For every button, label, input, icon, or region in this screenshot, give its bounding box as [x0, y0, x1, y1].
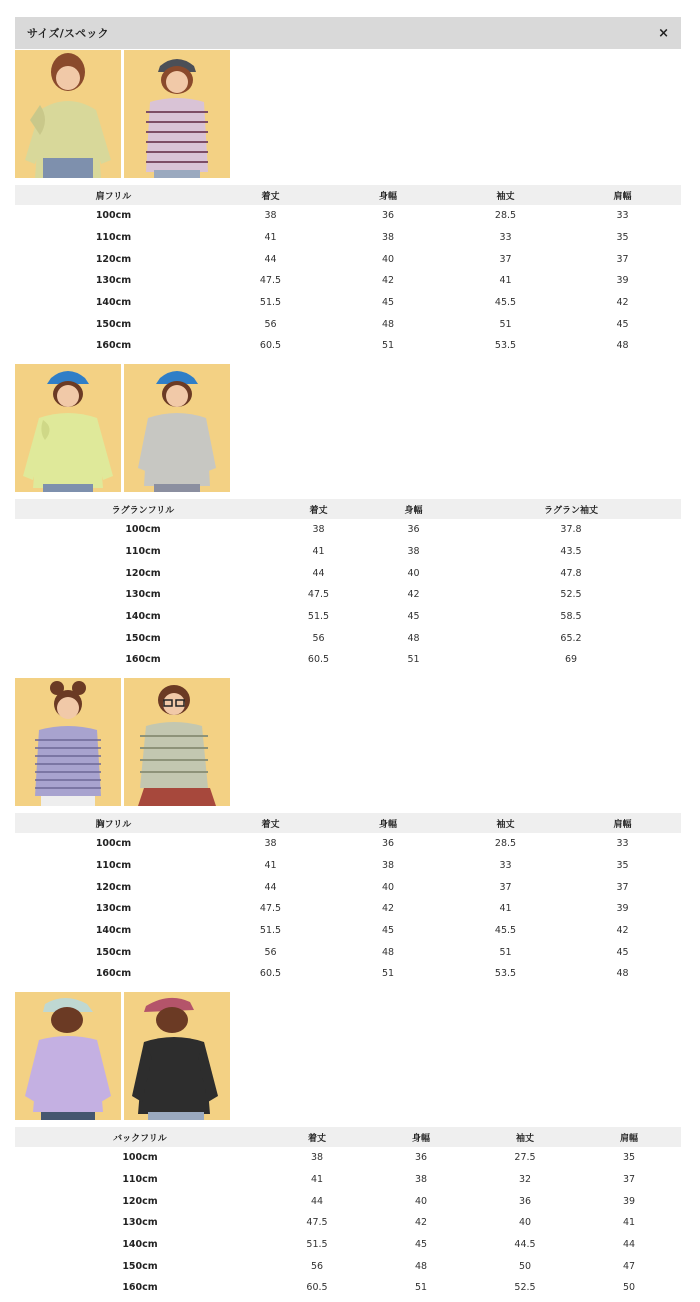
column-header: 身幅: [369, 1127, 473, 1147]
table-header-row: [15, 499, 681, 519]
table-cell: 38: [312, 524, 325, 536]
table-cell: 45: [381, 925, 395, 937]
table-row: [15, 248, 681, 270]
table-cell: 38: [264, 838, 277, 850]
table-header-row: [15, 1127, 681, 1147]
size-cell: 100cm: [122, 1152, 158, 1164]
table-cell: 38: [264, 210, 277, 222]
product-photo[interactable]: [15, 992, 121, 1120]
table-cell: 37: [499, 253, 512, 265]
table-cell: 33: [616, 838, 629, 850]
table-row: [15, 541, 681, 563]
table-row: [15, 1234, 681, 1256]
table-cell: 33: [616, 210, 629, 222]
table-row: [15, 606, 681, 628]
table-row: [15, 876, 681, 898]
table-cell: 51.5: [259, 297, 282, 309]
size-cell: 150cm: [95, 318, 132, 330]
product-photo[interactable]: [124, 992, 230, 1120]
table-cell: 48: [407, 632, 420, 644]
spec-section-shoulder-ruffle: [15, 50, 681, 357]
table-row: [15, 1190, 681, 1212]
table-cell: 38: [414, 1174, 428, 1186]
table-cell: 60.5: [306, 1282, 328, 1294]
table-cell: 45: [616, 946, 629, 958]
column-header: 肩幅: [564, 185, 681, 205]
table-cell: 37: [622, 1174, 636, 1186]
size-cell: 160cm: [95, 340, 132, 352]
table-cell: 42: [407, 589, 420, 601]
table-cell: 36: [381, 210, 395, 222]
table-cell: 48: [414, 1260, 428, 1272]
table-row: [15, 313, 681, 335]
table-row: [15, 963, 681, 985]
table-row: [15, 335, 681, 357]
table-cell: 65.2: [560, 632, 582, 644]
table-row: [15, 519, 681, 541]
table-cell: 38: [310, 1152, 324, 1164]
column-header: 肩フリル: [15, 185, 212, 205]
size-table: [15, 813, 681, 985]
table-cell: 56: [264, 318, 277, 330]
table-cell: 36: [407, 524, 420, 536]
table-cell: 35: [616, 232, 629, 244]
table-cell: 45.5: [494, 297, 517, 309]
table-cell: 56: [310, 1260, 324, 1272]
column-header: 身幅: [329, 185, 447, 205]
table-cell: 42: [381, 903, 395, 915]
size-cell: 100cm: [95, 210, 132, 222]
table-cell: 50: [518, 1260, 532, 1272]
product-photos: [15, 364, 681, 492]
size-cell: 150cm: [122, 1260, 158, 1272]
column-header: 着丈: [265, 1127, 369, 1147]
table-cell: 50: [622, 1282, 636, 1294]
table-cell: 53.5: [494, 968, 517, 980]
table-cell: 45: [407, 611, 420, 623]
table-cell: 39: [616, 903, 629, 915]
table-cell: 52.5: [560, 589, 582, 601]
product-photo[interactable]: [124, 50, 230, 178]
table-cell: 41: [312, 546, 325, 558]
size-cell: 130cm: [125, 589, 161, 601]
table-cell: 47.5: [259, 903, 282, 915]
modal-header: [15, 17, 681, 49]
table-cell: 51: [381, 340, 395, 352]
table-row: [15, 292, 681, 314]
table-row: [15, 1277, 681, 1299]
table-cell: 37.8: [560, 524, 582, 536]
table-cell: 51: [499, 318, 512, 330]
table-row: [15, 1147, 681, 1169]
column-header: 着丈: [271, 499, 366, 519]
table-cell: 44: [622, 1239, 636, 1251]
column-header: 胸フリル: [15, 813, 212, 833]
size-cell: 160cm: [122, 1282, 158, 1294]
size-cell: 160cm: [125, 654, 161, 666]
column-header: 袖丈: [447, 813, 564, 833]
size-cell: 110cm: [122, 1174, 158, 1186]
table-cell: 60.5: [259, 968, 282, 980]
spec-section-raglan-ruffle: [15, 364, 681, 671]
table-cell: 51.5: [259, 925, 282, 937]
table-cell: 60.5: [307, 654, 330, 666]
size-cell: 110cm: [95, 232, 132, 244]
table-cell: 45: [616, 318, 629, 330]
table-cell: 42: [381, 275, 395, 287]
table-cell: 51.5: [307, 611, 330, 623]
size-cell: 110cm: [125, 546, 161, 558]
table-cell: 45: [381, 297, 395, 309]
table-row: [15, 649, 681, 671]
table-cell: 51: [499, 946, 512, 958]
table-cell: 43.5: [560, 546, 582, 558]
table-cell: 39: [622, 1195, 636, 1207]
table-row: [15, 1212, 681, 1234]
table-cell: 51: [414, 1282, 428, 1294]
table-cell: 38: [407, 546, 420, 558]
table-row: [15, 941, 681, 963]
table-cell: 52.5: [514, 1282, 536, 1294]
table-cell: 37: [616, 253, 629, 265]
table-row: [15, 627, 681, 649]
column-header: 身幅: [329, 813, 447, 833]
column-header: ラグランフリル: [15, 499, 271, 519]
table-row: [15, 227, 681, 249]
table-cell: 36: [381, 838, 395, 850]
table-cell: 27.5: [514, 1152, 536, 1164]
size-table: [15, 1127, 681, 1299]
table-row: [15, 205, 681, 227]
table-cell: 48: [381, 318, 395, 330]
product-photos: [15, 50, 681, 178]
size-cell: 120cm: [95, 881, 132, 893]
table-cell: 45: [414, 1239, 428, 1251]
table-cell: 40: [518, 1217, 532, 1229]
table-cell: 47: [622, 1260, 636, 1272]
table-cell: 47.8: [560, 567, 582, 579]
size-cell: 140cm: [95, 297, 132, 309]
table-cell: 47.5: [307, 589, 330, 601]
table-cell: 41: [264, 860, 277, 872]
table-cell: 44: [312, 567, 325, 579]
size-cell: 140cm: [122, 1239, 158, 1251]
product-photo[interactable]: [15, 50, 121, 178]
table-cell: 44: [264, 253, 277, 265]
table-cell: 38: [381, 860, 395, 872]
table-cell: 47.5: [306, 1217, 328, 1229]
table-cell: 41: [499, 275, 512, 287]
table-cell: 32: [518, 1174, 532, 1186]
table-cell: 45.5: [494, 925, 517, 937]
table-cell: 44.5: [514, 1239, 536, 1251]
product-photo[interactable]: [124, 678, 230, 806]
size-cell: 120cm: [122, 1195, 158, 1207]
table-cell: 42: [616, 297, 629, 309]
table-cell: 48: [381, 946, 395, 958]
table-cell: 60.5: [259, 340, 282, 352]
table-cell: 33: [499, 860, 512, 872]
size-cell: 100cm: [125, 524, 161, 536]
table-cell: 58.5: [560, 611, 582, 623]
table-row: [15, 562, 681, 584]
table-cell: 28.5: [494, 838, 517, 850]
column-header: 身幅: [366, 499, 461, 519]
table-cell: 40: [381, 253, 395, 265]
table-row: [15, 1169, 681, 1191]
table-cell: 53.5: [494, 340, 517, 352]
table-cell: 33: [499, 232, 512, 244]
table-cell: 44: [264, 881, 277, 893]
column-header: 袖丈: [473, 1127, 577, 1147]
column-header: 着丈: [212, 813, 329, 833]
close-button[interactable]: ×: [658, 25, 669, 41]
size-table: [15, 499, 681, 671]
table-cell: 51.5: [306, 1239, 328, 1251]
table-cell: 36: [414, 1152, 428, 1164]
size-table: [15, 185, 681, 357]
table-cell: 56: [312, 632, 325, 644]
table-cell: 41: [622, 1217, 636, 1229]
column-header: バックフリル: [15, 1127, 265, 1147]
table-cell: 41: [310, 1174, 324, 1186]
size-cell: 130cm: [95, 275, 132, 287]
table-cell: 39: [616, 275, 629, 287]
product-photo[interactable]: [124, 364, 230, 492]
table-cell: 40: [414, 1195, 428, 1207]
product-photo[interactable]: [15, 678, 121, 806]
size-cell: 110cm: [95, 860, 132, 872]
table-cell: 56: [264, 946, 277, 958]
size-cell: 120cm: [95, 253, 132, 265]
spec-section-back-ruffle: [15, 992, 681, 1299]
product-photo[interactable]: [15, 364, 121, 492]
size-cell: 160cm: [95, 968, 132, 980]
column-header: 肩幅: [577, 1127, 681, 1147]
table-header-row: [15, 185, 681, 205]
table-row: [15, 584, 681, 606]
table-cell: 41: [499, 903, 512, 915]
column-header: 袖丈: [447, 185, 564, 205]
table-cell: 35: [616, 860, 629, 872]
size-cell: 140cm: [125, 611, 161, 623]
table-row: [15, 898, 681, 920]
table-row: [15, 270, 681, 292]
column-header: 肩幅: [564, 813, 681, 833]
column-header: ラグラン袖丈: [461, 499, 681, 519]
size-cell: 120cm: [125, 567, 161, 579]
size-cell: 100cm: [95, 838, 132, 850]
product-photos: [15, 992, 681, 1120]
table-cell: 42: [616, 925, 629, 937]
size-cell: 130cm: [95, 903, 132, 915]
table-cell: 44: [310, 1195, 324, 1207]
table-cell: 28.5: [494, 210, 517, 222]
table-cell: 38: [381, 232, 395, 244]
table-row: [15, 1255, 681, 1277]
table-cell: 51: [381, 968, 395, 980]
table-cell: 48: [616, 340, 629, 352]
table-cell: 36: [518, 1195, 532, 1207]
modal-title: サイズ/スペック: [27, 27, 109, 40]
size-cell: 150cm: [95, 946, 132, 958]
table-cell: 35: [622, 1152, 636, 1164]
table-row: [15, 855, 681, 877]
table-cell: 40: [381, 881, 395, 893]
table-cell: 48: [616, 968, 629, 980]
table-cell: 47.5: [259, 275, 282, 287]
table-cell: 69: [564, 654, 578, 666]
spec-section-chest-ruffle: [15, 678, 681, 985]
table-cell: 40: [407, 567, 420, 579]
table-row: [15, 833, 681, 855]
size-cell: 140cm: [95, 925, 132, 937]
table-cell: 37: [499, 881, 512, 893]
table-cell: 37: [616, 881, 629, 893]
size-cell: 150cm: [125, 632, 161, 644]
table-header-row: [15, 813, 681, 833]
size-cell: 130cm: [122, 1217, 158, 1229]
table-cell: 42: [414, 1217, 428, 1229]
table-cell: 41: [264, 232, 277, 244]
table-row: [15, 920, 681, 942]
column-header: 着丈: [212, 185, 329, 205]
table-cell: 51: [407, 654, 420, 666]
product-photos: [15, 678, 681, 806]
